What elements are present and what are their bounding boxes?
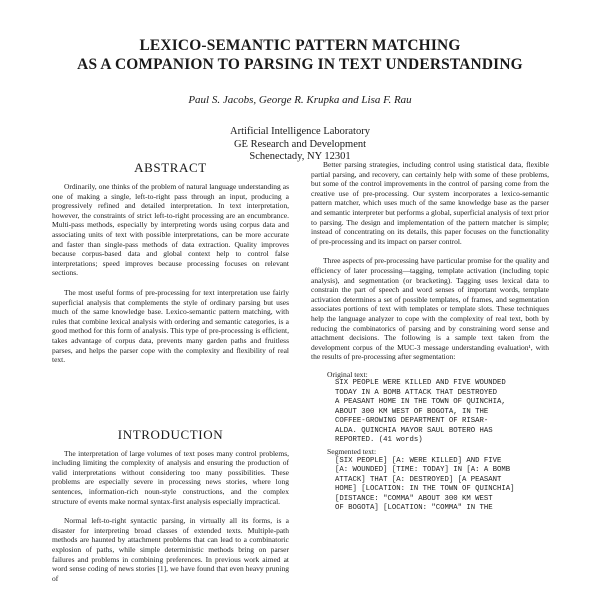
affiliation-address: Schenectady, NY 12301	[249, 151, 351, 162]
introduction-paragraph-2: Normal left-to-right syntactic parsing, in virtually all its forms, is a disaster for interpreting broad classes of extended texts. Multiple-path methods are haunted by attachment problems that can lead to a combinatoric explosion of paths, while simple deterministic methods bring on parser failures and problems in combining preferences. In previous work aimed at word sense coding of news stories [1], we have found that even heavy pruning of	[52, 516, 289, 583]
segmented-text-sample: [SIX PEOPLE] [A: WERE KILLED] AND FIVE [A: WOUNDED] [TIME: TODAY] IN [A: A BOMB ATTACK] THAT [A: DESTROYED] [A PEASANT HOME] [LOCATION: IN THE TOWN OF QUINCHIA] [DISTANCE: "COMMA" ABOUT 300 KM WEST OF BOGOTA] [LOCATION: "COMMA" IN THE	[335, 456, 515, 512]
abstract-heading: ABSTRACT	[134, 160, 207, 175]
introduction-heading: INTRODUCTION	[117, 426, 224, 442]
affiliation	[0, 126, 600, 164]
paper-title	[0, 36, 600, 74]
abstract-paragraph-1: Ordinarily, one thinks of the problem of natural language understanding as one of making a single, left-to-right pass through an input, producing a progressively refined and detailed interpretation. In text interpretation, however, the constraints of strict left-to-right processing are an encumbrance. Multi-pass methods, especially by interpreting words using corpus data and associating units of text with possible interpretations, can be more accurate and faster than single-pass methods of data extraction. Quality improves because corpus-based data and global context help to control false interpretations; speed improves because processing focuses on relevant sections.	[52, 182, 289, 278]
original-text-label: Original text:	[327, 369, 368, 379]
introduction-paragraph-1: The interpretation of large volumes of text poses many control problems, including limiting the complexity of analysis and ensuring the production of valid interpretations without considering too many possibilities. These problems are especially severe in processing news stories, where long sentences, information-rich noun-style constructions, and the complex structure of events make normal syntax-first analysis especially impractical.	[52, 448, 289, 506]
abstract-paragraph-2: The most useful forms of pre-processing for text interpretation use fairly superficial analysis that complements the style of ordinary parsing but uses much of the same knowledge base. Lexico-semantic pattern matching, with rules that combine lexical analysis with ordering and semantic categories, is a good method for this form of analysis. This type of pre-processing is efficient, takes advantage of corpus data, prevents many garden paths and fruitless parses, and helps the parser cope with the complexity and flexibility of real text.	[52, 287, 289, 365]
affiliation-org: GE Research and Development	[233, 138, 367, 150]
right-paragraph-1: Better parsing strategies, including control using statistical data, flexible partial parsing, and recovery, can certainly help with some of these problems, but some of the control improvements in the control of parsing come from the creative use of pre-processing. Our system incorporates a lexico-semantic pattern matcher, which uses much of the same knowledge base as the parser and semantic interpreter but performs a global, superficial analysis of text prior to parsing. The design and implementation of the pattern matcher is simple; instead of concentrating on its details, this paper focuses on the functionality of pre-processing and its impact on parser control.	[311, 160, 549, 246]
left-column	[52, 160, 289, 583]
title-line-1: LEXICO-SEMANTIC PATTERN MATCHING	[139, 37, 461, 54]
original-text-sample: SIX PEOPLE WERE KILLED AND FIVE WOUNDED TODAY IN A BOMB ATTACK THAT DESTROYED A PEASANT HOME IN THE TOWN OF QUINCHIA, ABOUT 300 KM WEST OF BOGOTA, IN THE COFFEE-GROWING DEPARTMENT OF RISAR- ALDA. QUINCHIA MAYOR SAUL BOTERO HAS REPORTED. (41 words)	[335, 379, 506, 444]
right-column	[311, 160, 549, 513]
right-paragraph-2: Three aspects of pre-processing have particular promise for the quality and efficiency of later processing—tagging, template activation (including topic analysis), and segmentation (or bracketing). Tagging uses lexical data to constrain the part of speech and word senses of important words, template activation determines a set of possible templates, of frames, and segmentation associates portions of text with templates or template slots. These techniques help the language analyzer to cope with the complexity of real text, both by reducing the combinatorics of parsing and by constraining word sense and attachment decisions. The following is a sample text taken from the development corpus of the MUC-3 message understanding evaluation¹, with the results of pre-processing after segmentation:	[311, 256, 549, 362]
affiliation-lab: Artificial Intelligence Laboratory	[230, 126, 370, 137]
title-line-2: AS A COMPANION TO PARSING IN TEXT UNDERSTANDING	[77, 56, 523, 73]
authors: Paul S. Jacobs, George R. Krupka and Lisa F. Rau	[188, 94, 412, 106]
segmented-text-label: Segmented text:	[327, 447, 377, 457]
